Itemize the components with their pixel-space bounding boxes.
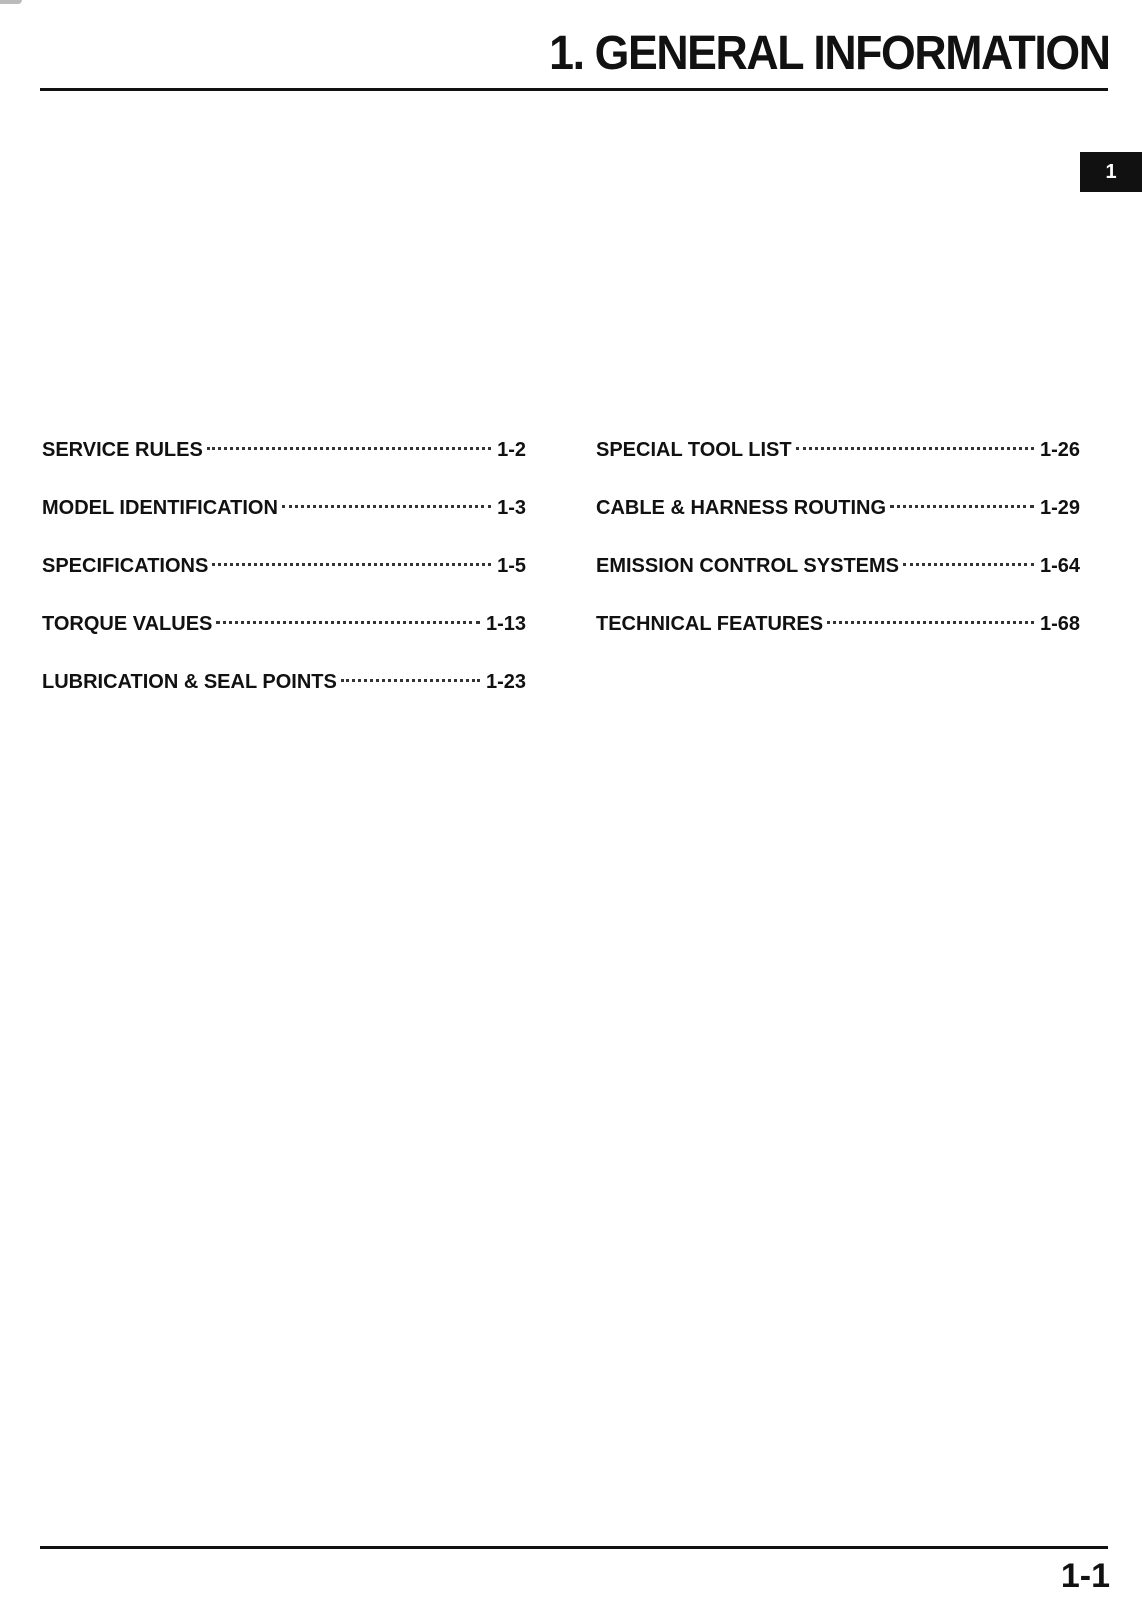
page-number: 1-1 bbox=[1060, 1557, 1110, 1595]
toc-entry-service-rules[interactable] bbox=[42, 438, 526, 496]
toc-entry-label: EMISSION CONTROL SYSTEMS bbox=[596, 555, 899, 577]
toc-entry-page: 1-3 bbox=[497, 497, 526, 519]
toc-entry-torque-values[interactable] bbox=[42, 612, 526, 670]
toc-dot-leader bbox=[212, 563, 491, 566]
toc-dot-leader bbox=[903, 563, 1034, 566]
toc-dot-leader bbox=[827, 621, 1034, 624]
toc-entry-page: 1-68 bbox=[1039, 613, 1080, 635]
toc-entry-page: 1-13 bbox=[485, 613, 526, 635]
toc-entry-specifications[interactable] bbox=[42, 554, 526, 612]
toc-dot-leader bbox=[282, 505, 491, 508]
toc-entry-label: SPECIFICATIONS bbox=[42, 555, 209, 577]
toc-left-column bbox=[42, 438, 526, 728]
toc-entry-page: 1-26 bbox=[1039, 439, 1080, 461]
toc-entry-label: CABLE & HARNESS ROUTING bbox=[596, 497, 887, 519]
toc-entry-label: LUBRICATION & SEAL POINTS bbox=[42, 671, 337, 693]
toc-dot-leader bbox=[216, 621, 480, 624]
page-title: 1. GENERAL INFORMATION bbox=[549, 27, 1110, 80]
footer-rule bbox=[40, 1546, 1108, 1549]
toc-entry-page: 1-5 bbox=[497, 555, 526, 577]
toc-entry-technical-features[interactable] bbox=[596, 612, 1080, 670]
toc-entry-label: TECHNICAL FEATURES bbox=[596, 613, 824, 635]
toc-entry-page: 1-2 bbox=[497, 439, 526, 461]
toc-entry-special-tool-list[interactable] bbox=[596, 438, 1080, 496]
toc-right-column bbox=[596, 438, 1080, 670]
toc-entry-lubrication-seal-points[interactable] bbox=[42, 670, 526, 728]
toc-dot-leader bbox=[890, 505, 1034, 508]
toc-entry-label: SERVICE RULES bbox=[42, 439, 203, 461]
toc-entry-emission-control-systems[interactable] bbox=[596, 554, 1080, 612]
toc-entry-cable-harness-routing[interactable] bbox=[596, 496, 1080, 554]
toc-entry-page: 1-23 bbox=[485, 671, 526, 693]
section-tab: 1 bbox=[1080, 152, 1142, 192]
title-rule bbox=[40, 88, 1108, 91]
toc-entry-page: 1-64 bbox=[1039, 555, 1080, 577]
toc-dot-leader bbox=[341, 679, 480, 682]
toc-entry-model-identification[interactable] bbox=[42, 496, 526, 554]
toc-entry-label: SPECIAL TOOL LIST bbox=[596, 439, 792, 461]
toc-entry-label: TORQUE VALUES bbox=[42, 613, 213, 635]
toc-entry-label: MODEL IDENTIFICATION bbox=[42, 497, 278, 519]
toc-entry-page: 1-29 bbox=[1039, 497, 1080, 519]
toc-dot-leader bbox=[796, 447, 1034, 450]
toc-dot-leader bbox=[207, 447, 491, 450]
scan-edge-mark bbox=[0, 0, 22, 4]
